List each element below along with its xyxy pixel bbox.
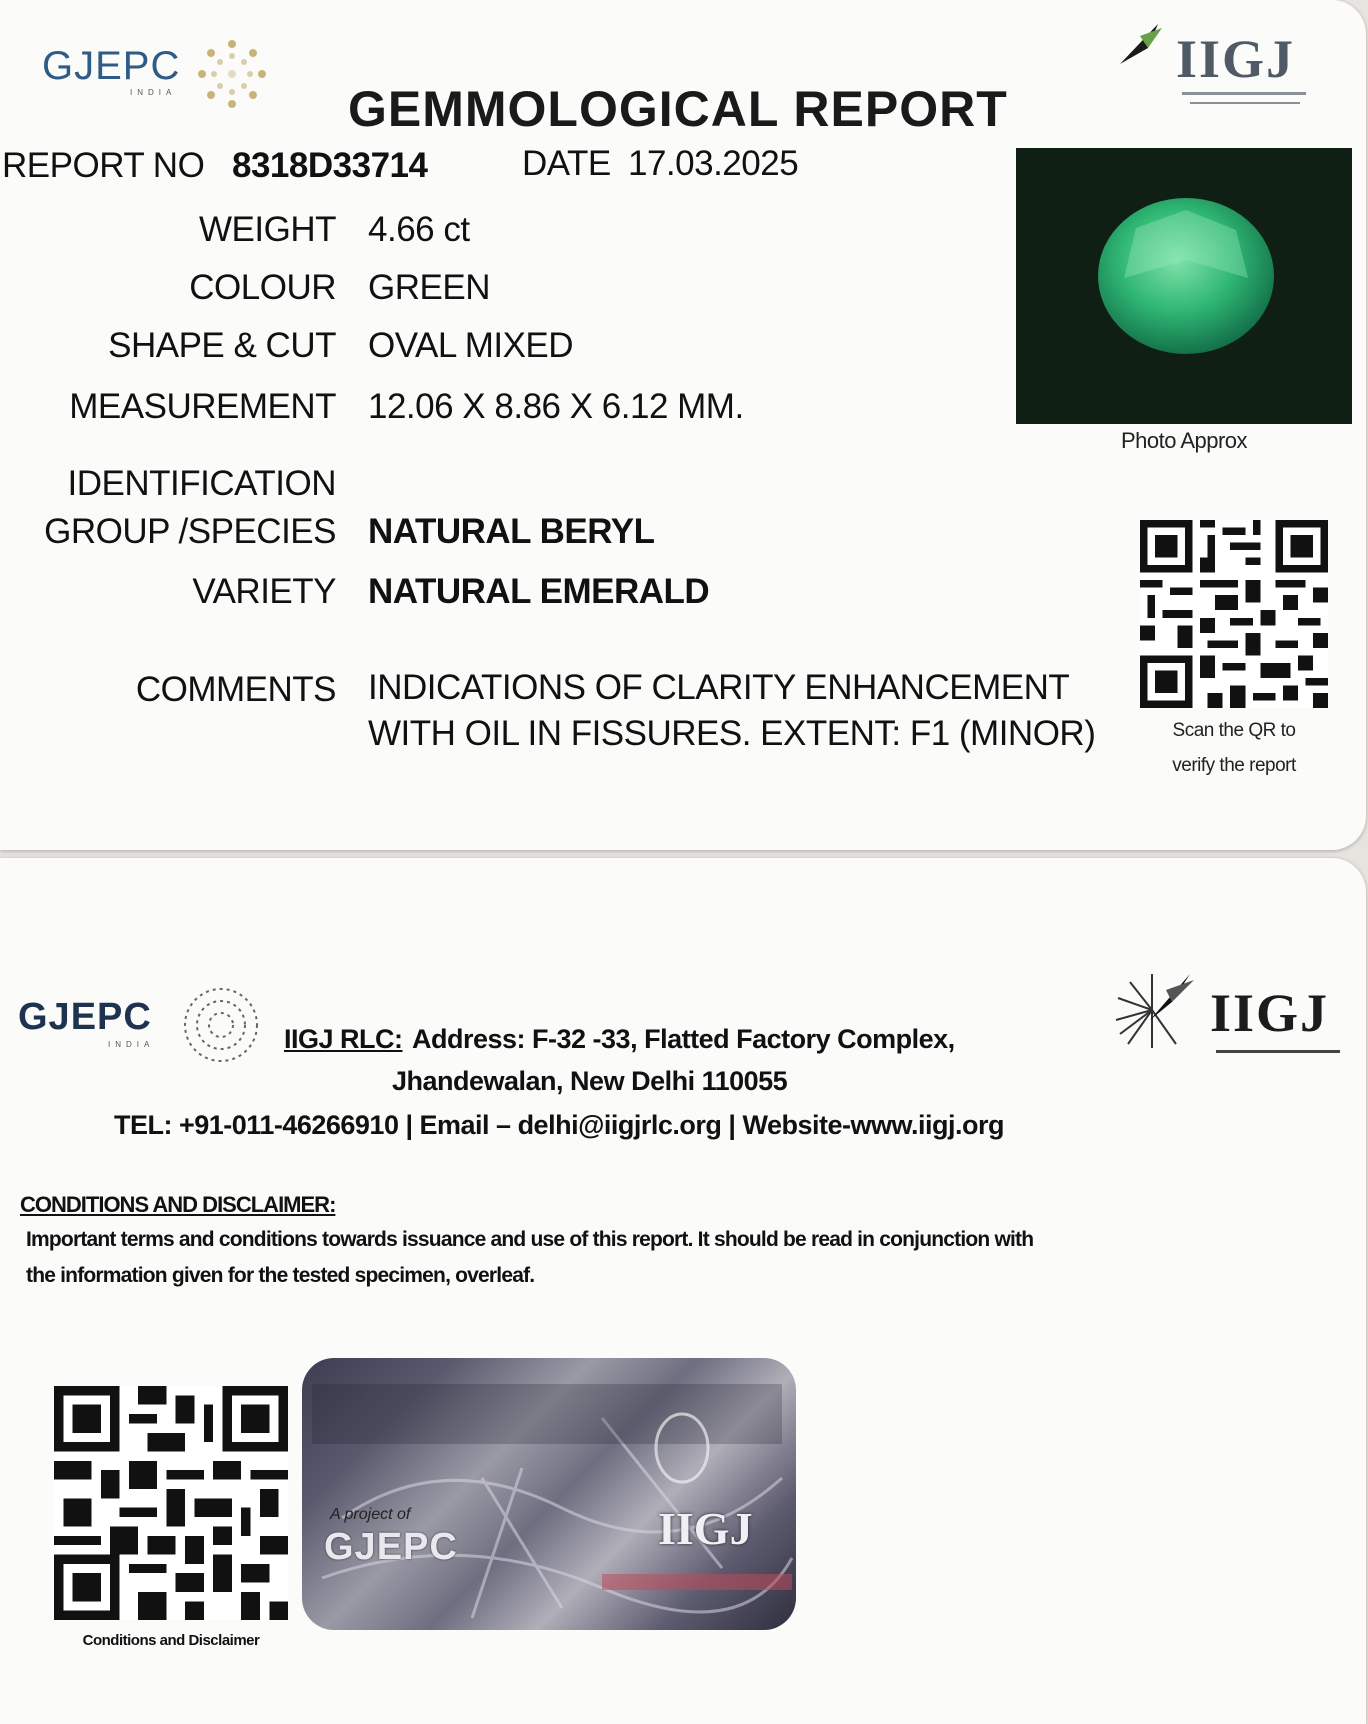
iigj-logo-text: IIGJ (1176, 29, 1296, 89)
report-back-card (0, 858, 1366, 1724)
shape-cut-value: OVAL MIXED (368, 326, 574, 365)
photo-caption: Photo Approx (1120, 428, 1248, 453)
hologram-seal (302, 1358, 796, 1630)
gjepc-logo-sub: INDIA (130, 88, 177, 97)
qr-caption-line-1: Scan the QR to (1172, 720, 1296, 741)
page-title: GEMMOLOGICAL REPORT (348, 81, 1008, 137)
hologram-text-1: A project of (330, 1506, 411, 1523)
comments-line-1: INDICATIONS OF CLARITY ENHANCEMENT (368, 668, 1070, 707)
iigj-logo-back-text: IIGJ (1210, 983, 1330, 1043)
verify-qr-code[interactable] (1140, 520, 1328, 708)
qr-caption-line-2: verify the report (1172, 755, 1296, 776)
date-value: 17.03.2025 (628, 144, 799, 183)
hologram-text-2: GJEPC (324, 1526, 458, 1568)
emerald-gem-icon (1016, 148, 1352, 424)
shape-cut-label: SHAPE & CUT (108, 326, 336, 365)
group-species-label: GROUP /SPECIES (44, 512, 336, 551)
weight-label: WEIGHT (199, 210, 336, 249)
measurement-value: 12.06 X 8.86 X 6.12 MM. (368, 387, 744, 426)
gem-photo (1016, 148, 1352, 424)
iigj-arrow-icon (1118, 22, 1164, 66)
variety-label: VARIETY (192, 572, 336, 611)
address-line-2: Jhandewalan, New Delhi 110055 (392, 1066, 788, 1096)
address-line-1: Address: F-32 -33, Flatted Factory Complex, (412, 1024, 955, 1054)
gjepc-logo-back (18, 996, 155, 1049)
conditions-title: CONDITIONS AND DISCLAIMER: (20, 1192, 336, 1217)
gjepc-logo (42, 44, 181, 97)
conditions-qr-caption: Conditions and Disclaimer (82, 1632, 260, 1649)
iigj-logo-underline (1182, 92, 1306, 95)
colour-label: COLOUR (189, 268, 336, 307)
weight-value: 4.66 ct (368, 210, 470, 249)
conditions-line-1: Important terms and conditions towards issuance and use of this report. It should be read in conjunction with (26, 1228, 1034, 1251)
contact-line: TEL: +91-011-46266910 | Email – delhi@iigjrlc.org | Website-www.iigj.org (114, 1110, 1004, 1140)
hologram-pattern-icon (302, 1358, 796, 1630)
date-label: DATE (522, 144, 611, 183)
gjepc-logo-back-sub: INDIA (108, 1040, 155, 1049)
gjepc-logo-text: GJEPC (42, 44, 181, 88)
gjepc-flower-back-icon (178, 982, 264, 1068)
iigj-starburst-icon (1110, 968, 1194, 1052)
gjepc-flower-icon (192, 34, 272, 114)
qr-code-icon (1140, 520, 1328, 708)
report-no-label: REPORT NO (2, 146, 205, 185)
report-no-value: 8318D33714 (232, 146, 428, 185)
conditions-line-2: the information given for the tested specimen, overleaf. (26, 1264, 535, 1287)
iigj-logo-underline-2 (1190, 102, 1300, 104)
measurement-label: MEASUREMENT (69, 387, 336, 426)
address-prefix: IIGJ RLC: (284, 1024, 403, 1054)
qr-code-back-icon (54, 1386, 288, 1620)
group-species-value: NATURAL BERYL (368, 512, 655, 551)
colour-value: GREEN (368, 268, 490, 307)
identification-label: IDENTIFICATION (67, 464, 336, 503)
comments-label: COMMENTS (135, 670, 336, 709)
gjepc-logo-back-text: GJEPC (18, 996, 152, 1038)
iigj-logo-back-underline (1216, 1050, 1340, 1053)
comments-line-2: WITH OIL IN FISSURES. EXTENT: F1 (MINOR) (368, 714, 1096, 753)
report-front-card (0, 0, 1366, 850)
variety-value: NATURAL EMERALD (368, 572, 710, 611)
conditions-qr-code[interactable] (54, 1386, 288, 1620)
hologram-text-3: IIGJ (658, 1503, 753, 1554)
